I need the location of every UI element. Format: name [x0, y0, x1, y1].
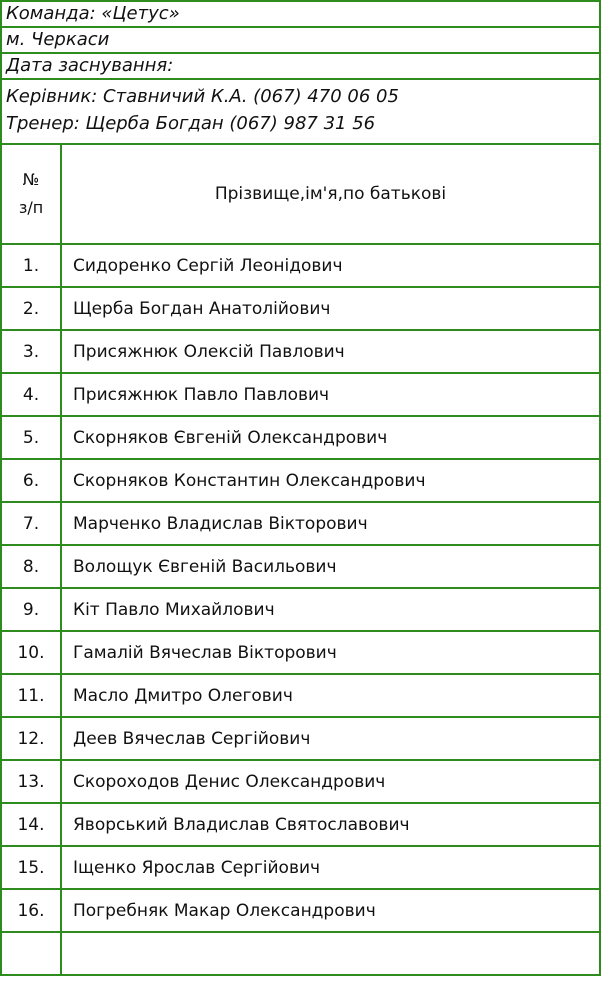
row-full-name: Масло Дмитро Олегович	[61, 674, 600, 717]
table-row	[1, 287, 600, 330]
row-number: 8.	[1, 545, 61, 588]
team-city: м. Черкаси	[1, 27, 600, 53]
table-row	[1, 459, 600, 502]
row-full-name: Сидоренко Сергій Леонідович	[61, 244, 600, 287]
column-header-number-line2: з/п	[18, 198, 44, 217]
row-number: 5.	[1, 416, 61, 459]
table-row	[1, 760, 600, 803]
team-name: Команда: «Цетус»	[1, 1, 600, 27]
table-row	[1, 717, 600, 760]
row-number-empty	[1, 932, 61, 975]
table-row	[1, 889, 600, 932]
row-number: 3.	[1, 330, 61, 373]
table-row	[1, 674, 600, 717]
row-full-name: Деев Вячеслав Сергійович	[61, 717, 600, 760]
row-full-name: Погребняк Макар Олександрович	[61, 889, 600, 932]
row-number: 2.	[1, 287, 61, 330]
column-header-number-line1: №	[22, 170, 40, 189]
row-number: 11.	[1, 674, 61, 717]
row-number: 13.	[1, 760, 61, 803]
row-number: 10.	[1, 631, 61, 674]
row-full-name: Присяжнюк Павло Павлович	[61, 373, 600, 416]
row-number: 9.	[1, 588, 61, 631]
row-number: 4.	[1, 373, 61, 416]
table-row	[1, 588, 600, 631]
row-number: 12.	[1, 717, 61, 760]
table-row	[1, 330, 600, 373]
row-number: 1.	[1, 244, 61, 287]
row-full-name: Присяжнюк Олексій Павлович	[61, 330, 600, 373]
coach-contact: Тренер: Щерба Богдан (067) 987 31 56	[6, 113, 376, 134]
row-number: 15.	[1, 846, 61, 889]
table-row	[1, 846, 600, 889]
row-number: 16.	[1, 889, 61, 932]
table-row	[1, 545, 600, 588]
roster-body	[1, 1, 600, 975]
row-full-name: Гамалій Вячеслав Вікторович	[61, 631, 600, 674]
row-number: 6.	[1, 459, 61, 502]
row-number: 14.	[1, 803, 61, 846]
row-full-name: Скороходов Денис Олександрович	[61, 760, 600, 803]
row-full-name: Яворський Владислав Святославович	[61, 803, 600, 846]
column-header-full-name: Прізвище,ім'я,по батькові	[61, 144, 600, 244]
table-row	[1, 416, 600, 459]
row-full-name: Марченко Владислав Вікторович	[61, 502, 600, 545]
table-row	[1, 631, 600, 674]
contacts-row	[1, 79, 600, 144]
table-row	[1, 502, 600, 545]
table-row	[1, 803, 600, 846]
contacts-cell	[1, 79, 600, 144]
table-row	[1, 373, 600, 416]
founded-date-label: Дата заснування:	[1, 53, 600, 79]
row-full-name: Щерба Богдан Анатолійович	[61, 287, 600, 330]
column-header-row	[1, 144, 600, 244]
column-header-number	[1, 144, 61, 244]
row-full-name: Іщенко Ярослав Сергійович	[61, 846, 600, 889]
founded-row	[1, 53, 600, 79]
row-full-name: Волощук Євгеній Васильович	[61, 545, 600, 588]
row-number: 7.	[1, 502, 61, 545]
city-row	[1, 27, 600, 53]
row-full-name: Скорняков Євгеній Олександрович	[61, 416, 600, 459]
team-name-row	[1, 1, 600, 27]
table-row	[1, 244, 600, 287]
row-full-name: Кіт Павло Михайлович	[61, 588, 600, 631]
table-row-empty	[1, 932, 600, 975]
manager-contact: Керівник: Ставничий К.А. (067) 470 06 05	[6, 86, 399, 107]
row-full-name: Скорняков Константин Олександрович	[61, 459, 600, 502]
row-full-name-empty	[61, 932, 600, 975]
